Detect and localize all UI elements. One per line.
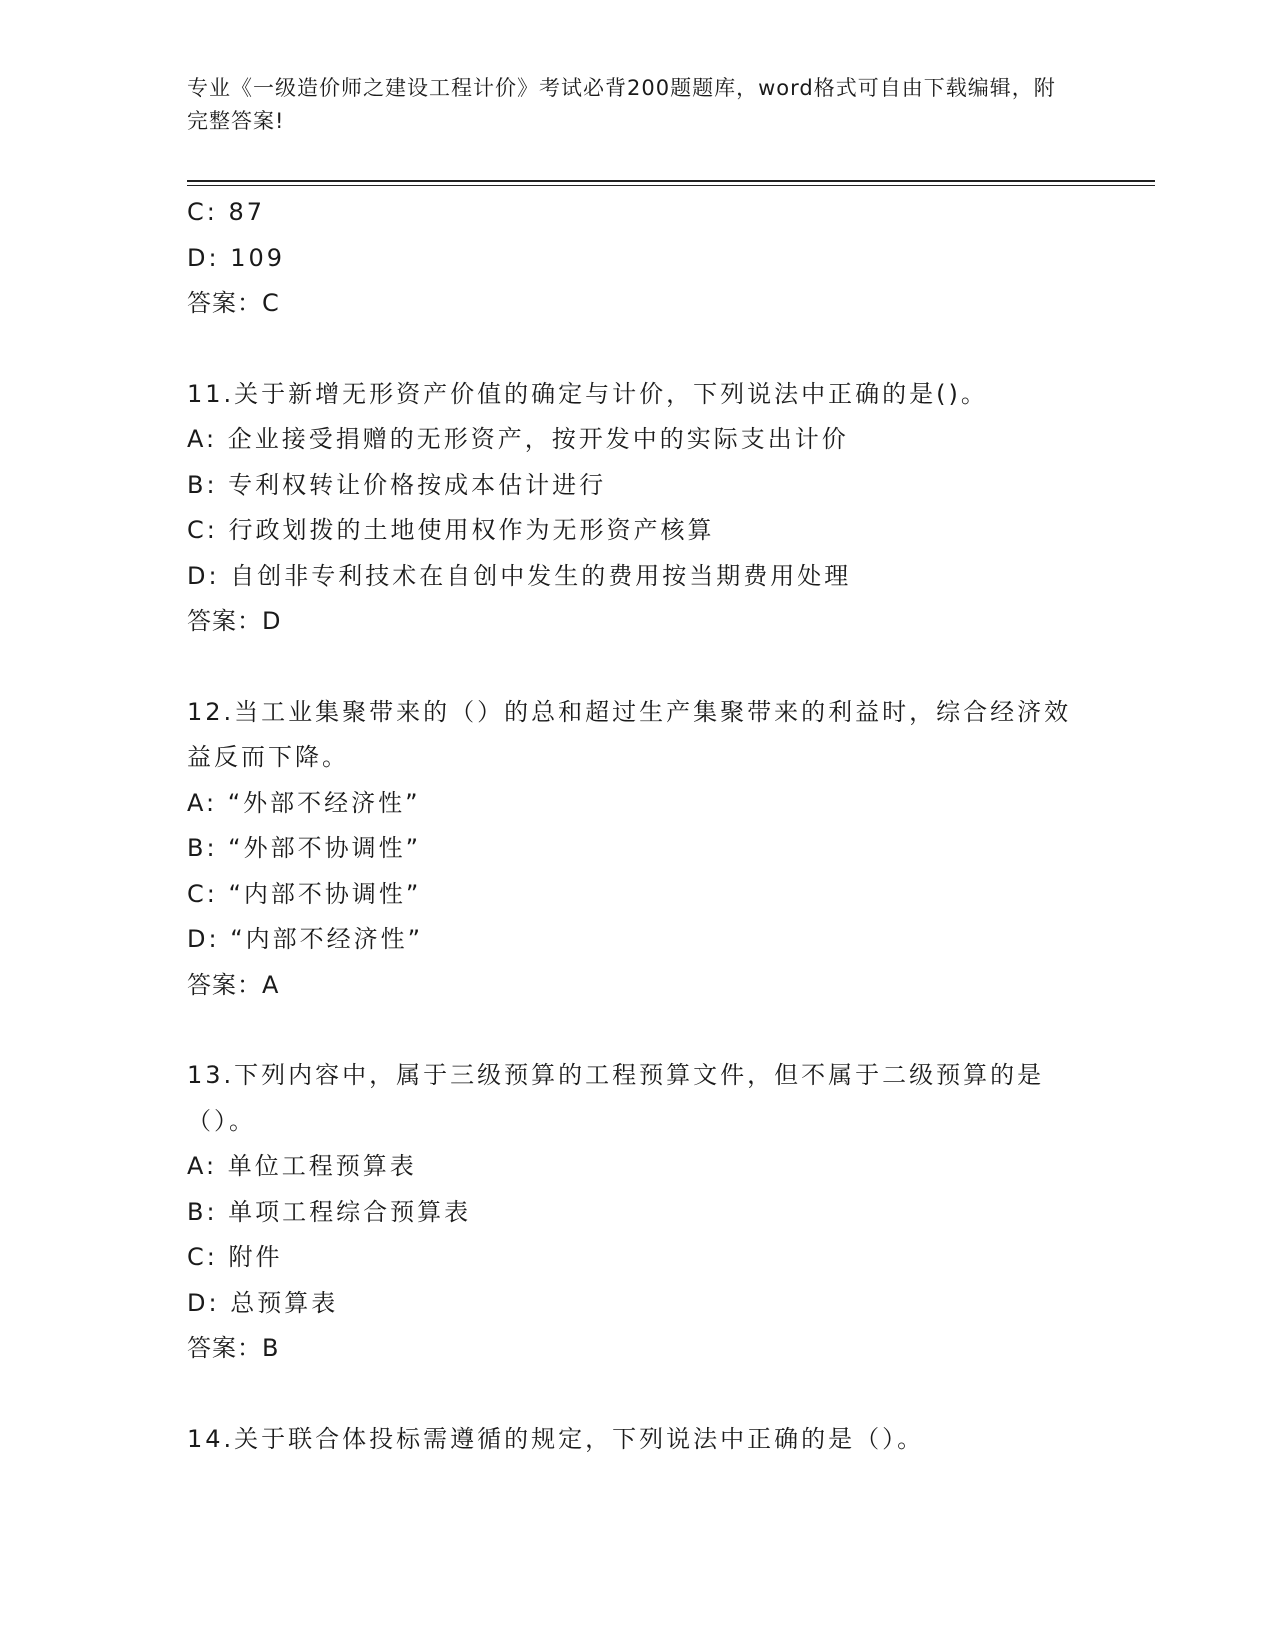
option-a: A: 单位工程预算表: [187, 1152, 417, 1180]
question-stem: 12.当工业集聚带来的（）的总和超过生产集聚带来的利益时，综合经济效益反而下降。: [187, 697, 1072, 771]
question-stem: 14.关于联合体投标需遵循的规定，下列说法中正确的是（）。: [187, 1424, 925, 1453]
header-divider-thick: [187, 180, 1155, 182]
option-c: C: 87: [187, 198, 266, 226]
answer-line: 答案：D: [187, 607, 282, 635]
option-d: D: 109: [187, 243, 286, 272]
option-a: A: “外部不经济性”: [187, 788, 421, 817]
answer-line: 答案：A: [187, 970, 280, 999]
question-stem: 11.关于新增无形资产价值的确定与计价，下列说法中正确的是()。: [187, 379, 988, 408]
option-c: C: 附件: [187, 1243, 283, 1271]
option-b: B: “外部不协调性”: [187, 834, 422, 862]
question-content: [187, 190, 1087, 1462]
option-b: B: 专利权转让价格按成本估计进行: [187, 470, 607, 499]
option-b: B: 单项工程综合预算表: [187, 1197, 472, 1226]
question-stem: 13.下列内容中，属于三级预算的工程预算文件，但不属于二级预算的是（）。: [187, 1061, 1045, 1135]
answer-line: 答案：C: [187, 289, 280, 317]
document-header: 专业《一级造价师之建设工程计价》考试必背200题题库，word格式可自由下载编辑，附完整答案!: [187, 76, 1056, 133]
question-11: [187, 372, 1087, 645]
question-13: [187, 1053, 1087, 1372]
answer-line: 答案：B: [187, 1334, 280, 1362]
option-d: D: “内部不经济性”: [187, 925, 424, 953]
option-a: A: 企业接受捐赠的无形资产，按开发中的实际支出计价: [187, 425, 849, 453]
option-d: D: 自创非专利技术在自创中发生的费用按当期费用处理: [187, 561, 852, 590]
prev-question-block: [187, 190, 1087, 327]
header-divider-thin: [187, 185, 1155, 186]
option-d: D: 总预算表: [187, 1288, 339, 1317]
option-c: C: “内部不协调性”: [187, 879, 422, 908]
question-14: [187, 1417, 1087, 1463]
option-c: C: 行政划拨的土地使用权作为无形资产核算: [187, 516, 715, 544]
question-12: [187, 690, 1087, 1009]
